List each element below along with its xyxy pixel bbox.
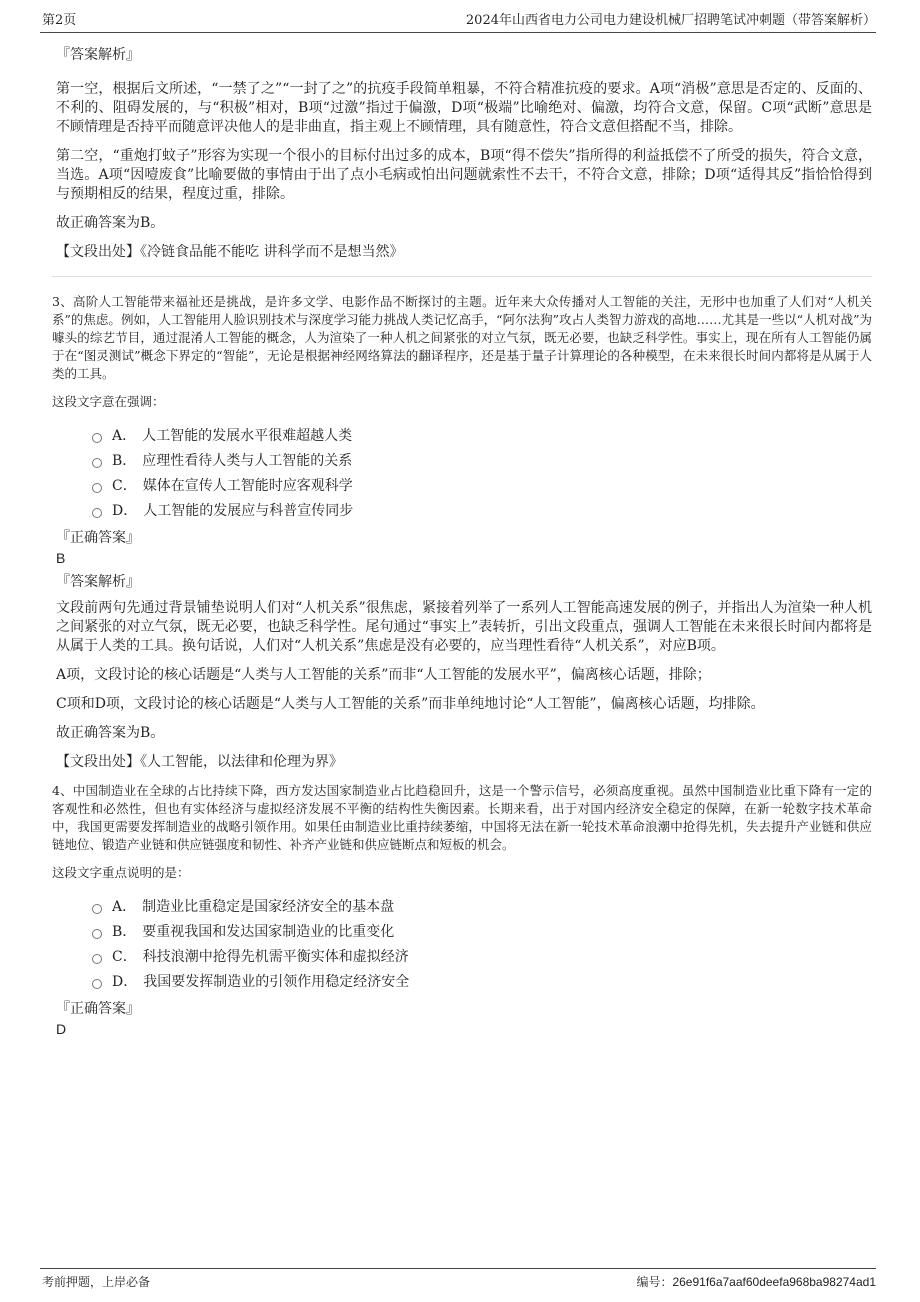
question-3 xyxy=(52,293,872,772)
radio-icon[interactable] xyxy=(92,458,102,468)
option-b[interactable]: B． 应理性看待人类与人工智能的关系 xyxy=(92,448,872,473)
option-c[interactable]: C． 媒体在宣传人工智能时应客观科学 xyxy=(92,473,872,498)
option-b[interactable]: B． 要重视我国和发达国家制造业的比重变化 xyxy=(92,919,872,944)
answer-title: 『正确答案』 xyxy=(56,530,140,546)
source: 【文段出处】《冷链食品能不能吃 讲科学而不是想当然》 xyxy=(56,244,404,260)
analysis-paragraph: 第二空，“重炮打蚊子”形容为实现一个很小的目标付出过多的成本，B项“得不偿失”指所得的利益抵偿不了所受的损失，符合文意，当选。A项“因噎废食”比喻要做的事情由于出了点小毛病或怕出问题就索性不去干，不符合文意，排除；D项“适得其反”指恰恰得到与预期相反的结果，程度过重，排除。 xyxy=(56,148,872,202)
analysis-paragraph: A项，文段讨论的核心话题是“人类与人工智能的关系”而非“人工智能的发展水平”，偏离核心话题，排除； xyxy=(56,667,711,683)
source: 【文段出处】《人工智能，以法律和伦理为界》 xyxy=(56,754,343,770)
option-list xyxy=(92,894,872,994)
conclusion: 故正确答案为B。 xyxy=(56,725,165,741)
option-d[interactable]: D． 人工智能的发展应与科普宣传同步 xyxy=(92,498,872,523)
footer-slogan: 考前押题，上岸必备 xyxy=(42,1275,151,1289)
page-footer xyxy=(40,1268,876,1291)
option-list xyxy=(92,423,872,523)
document-title: 2024年山西省电力公司电力建设机械厂招聘笔试冲刺题（带答案解析） xyxy=(465,13,876,28)
answer-title: 『正确答案』 xyxy=(56,1001,140,1017)
question-4 xyxy=(52,782,872,1038)
option-c[interactable]: C． 科技浪潮中抢得先机需平衡实体和虚拟经济 xyxy=(92,944,872,969)
radio-icon[interactable] xyxy=(92,954,102,964)
option-a[interactable]: A． 制造业比重稳定是国家经济安全的基本盘 xyxy=(92,894,872,919)
page-number: 第2页 xyxy=(42,13,77,28)
analysis-paragraph: 第一空，根据后文所述，“一禁了之”“一封了之”的抗疫手段简单粗暴，不符合精准抗疫的要求。A项“消极”意思是否定的、反面的、不利的、阻碍发展的，与“积极”相对，B项“过激”指过于偏激，D项“极端”比喻绝对、偏激，均符合文意，保留。C项“武断”意思是不顾情理是否持平而随意评决他人的是非曲直，指主观上不顾情理，具有随意性，符合文意但搭配不当，排除。 xyxy=(56,81,872,135)
page-header xyxy=(40,10,876,33)
q2-analysis xyxy=(52,44,872,262)
question-stem: 3、高阶人工智能带来福祉还是挑战，是许多文学、电影作品不断探讨的主题。近年来大众传播对人工智能的关注，无形中也加重了人们对“人机关系”的焦虑。例如，人工智能用人脸识别技术与深度学习能力挑战人类记忆高手，“阿尔法狗”攻占人类智力游戏的高地……尤其是一些以“人机对战”为噱头的综艺节目，通过混淆人工智能的概念，人为渲染了一种人机之间紧张的对立气氛，既无必要，也缺乏科学性。事实上，现在所有人工智能仍属于在“图灵测试”概念下界定的“智能”，无论是根据神经网络算法的翻译程序，还是基于量子计算理论的各种模型，在未来很长时间内都将是从属于人类的工具。 xyxy=(52,294,872,381)
correct-answer: B xyxy=(56,550,66,566)
option-a[interactable]: A． 人工智能的发展水平很难超越人类 xyxy=(92,423,872,448)
radio-icon[interactable] xyxy=(92,904,102,914)
radio-icon[interactable] xyxy=(92,929,102,939)
correct-answer: D xyxy=(56,1021,67,1037)
page-content xyxy=(52,40,872,1040)
analysis-paragraph: C项和D项，文段讨论的核心话题是“人类与人工智能的关系”而非单纯地讨论“人工智能”，偏离核心话题，均排除。 xyxy=(56,696,765,712)
divider xyxy=(52,276,872,277)
question-prompt: 这段文字重点说明的是： xyxy=(52,865,190,880)
conclusion: 故正确答案为B。 xyxy=(56,215,165,231)
radio-icon[interactable] xyxy=(92,508,102,518)
analysis-title: 『答案解析』 xyxy=(56,574,140,590)
radio-icon[interactable] xyxy=(92,433,102,443)
question-stem: 4、中国制造业在全球的占比持续下降，西方发达国家制造业占比趋稳回升，这是一个警示信号，必须高度重视。虽然中国制造业比重下降有一定的客观性和必然性，但也有实体经济与虚拟经济发展不平衡的结构性失衡因素。长期来看，出于对国内经济安全稳定的保障，在新一轮数字技术革命中，我国更需要发挥制造业的战略引领作用。如果任由制造业比重持续萎缩，中国将无法在新一轮技术革命浪潮中抢得先机，失去提升产业链和供应链地位、锻造产业链和供应链强度和韧性、补齐产业链和供应链断点和短板的机会。 xyxy=(52,783,872,852)
question-prompt: 这段文字意在强调： xyxy=(52,394,165,409)
radio-icon[interactable] xyxy=(92,483,102,493)
option-d[interactable]: D． 我国要发挥制造业的引领作用稳定经济安全 xyxy=(92,969,872,994)
analysis-paragraph: 文段前两句先通过背景铺垫说明人们对“人机关系”很焦虑，紧接着列举了一系列人工智能高速发展的例子，并指出人为渲染一种人机之间紧张的对立气氛，既无必要，也缺乏科学性。尾句通过“事实上”表转折，引出文段重点，强调人工智能在未来很长时间内都将是从属于人类的工具。换句话说，人们对“人机关系”焦虑是没有必要的，应当理性看待“人机关系”，对应B项。 xyxy=(56,600,872,654)
document-code: 编号：26e91f6a7aaf60deefa968ba98274ad1 xyxy=(636,1275,876,1289)
radio-icon[interactable] xyxy=(92,979,102,989)
analysis-title: 『答案解析』 xyxy=(56,47,140,63)
